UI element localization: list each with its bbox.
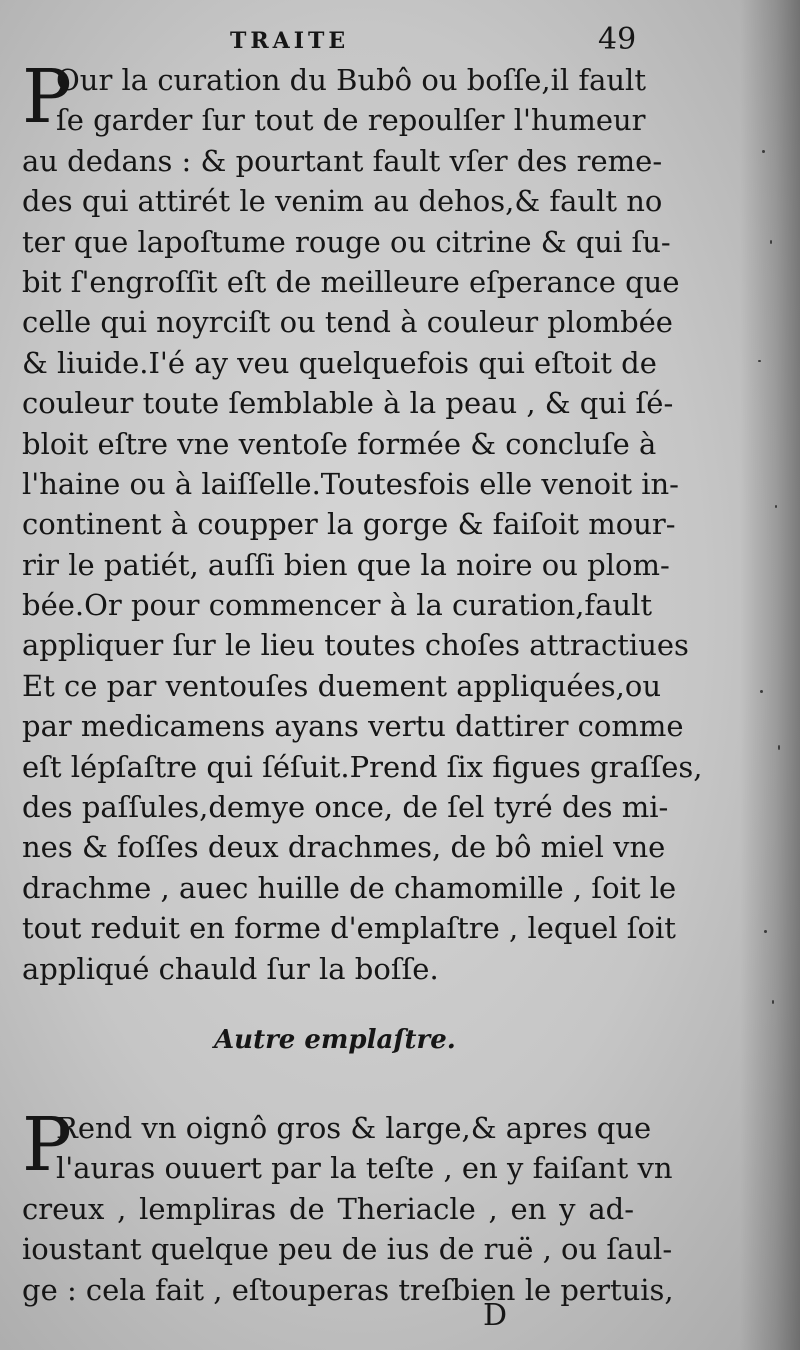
text-line: ge : cela fait , eſtouperas treſbien le pertuis, <box>22 1272 674 1307</box>
paragraph-2 <box>22 1102 674 1310</box>
text-line: bée.Or pour commencer à la curation,fault <box>22 588 653 623</box>
text-line: appliquer ſur le lieu toutes choſes attractiues <box>22 628 689 663</box>
running-title: TRAITE <box>230 28 350 54</box>
text-line: ſe garder ſur tout de repoulſer l'humeur <box>56 103 646 138</box>
text-line: par medicamens ayans vertu dattirer comme <box>22 709 684 744</box>
text-line: appliqué chauld ſur la boſſe. <box>22 951 439 986</box>
drop-cap: P <box>22 54 72 140</box>
text-line: & liuide.I'é ay veu quelquefois qui eſtoit de <box>22 345 657 380</box>
signature-mark: D <box>483 1298 508 1333</box>
text-line: eſt lépſaſtre qui ſéſuit.Prend ſix figues graſſes, <box>22 749 703 784</box>
page-number: 49 <box>598 22 637 57</box>
text-line: des paſſules,demye once, de ſel tyré des mi- <box>22 790 669 825</box>
text-line: couleur toute ſemblable à la peau , & qui ſé- <box>22 386 674 421</box>
text-line: Our la curation du Bubô ou boſſe,il fault <box>56 63 646 97</box>
text-line: Rend vn oignô gros & large,& apres que <box>56 1111 652 1145</box>
text-line: bit ſ'engroſſit eſt de meilleure eſperance que <box>22 264 680 299</box>
paragraph-1 <box>22 54 703 989</box>
text-line: ioustant quelque peu de ius de ruë , ou ſaul- <box>22 1232 673 1267</box>
text-line: au dedans : & pourtant fault vſer des reme- <box>22 143 663 178</box>
text-line: nes & foſſes deux drachmes, de bô miel vne <box>22 830 666 865</box>
text-line: creux , lempliras de Theriacle , en y ad- <box>22 1191 634 1226</box>
text-line: celle qui noyrciſt ou tend à couleur plombée <box>22 305 673 340</box>
text-line: l'haine ou à laiſſelle.Toutesfois elle venoit in- <box>22 466 679 501</box>
text-line: l'auras ouuert par la teſte , en y faiſant vn <box>56 1151 673 1186</box>
text-line: continent à coupper la gorge & faiſoit mour- <box>22 507 676 542</box>
text-line: rir le patiét, auſſi bien que la noire ou plom- <box>22 547 670 582</box>
text-line: tout reduit en forme d'emplaſtre , lequel ſoit <box>22 911 676 946</box>
drop-cap: P <box>22 1102 72 1188</box>
text-line: des qui attirét le venim au dehos,& fault no <box>22 184 663 219</box>
page-specks <box>720 0 800 1350</box>
subheading: Autre emplaſtre. <box>214 1025 456 1055</box>
text-line: drachme , auec huille de chamomille , ſoit le <box>22 870 677 905</box>
text-line: bloit eſtre vne ventoſe formée & concluſe à <box>22 426 657 461</box>
text-line: ter que lapoſtume rouge ou citrine & qui ſu- <box>22 224 671 259</box>
text-line: Et ce par ventouſes duement appliquées,ou <box>22 668 661 703</box>
